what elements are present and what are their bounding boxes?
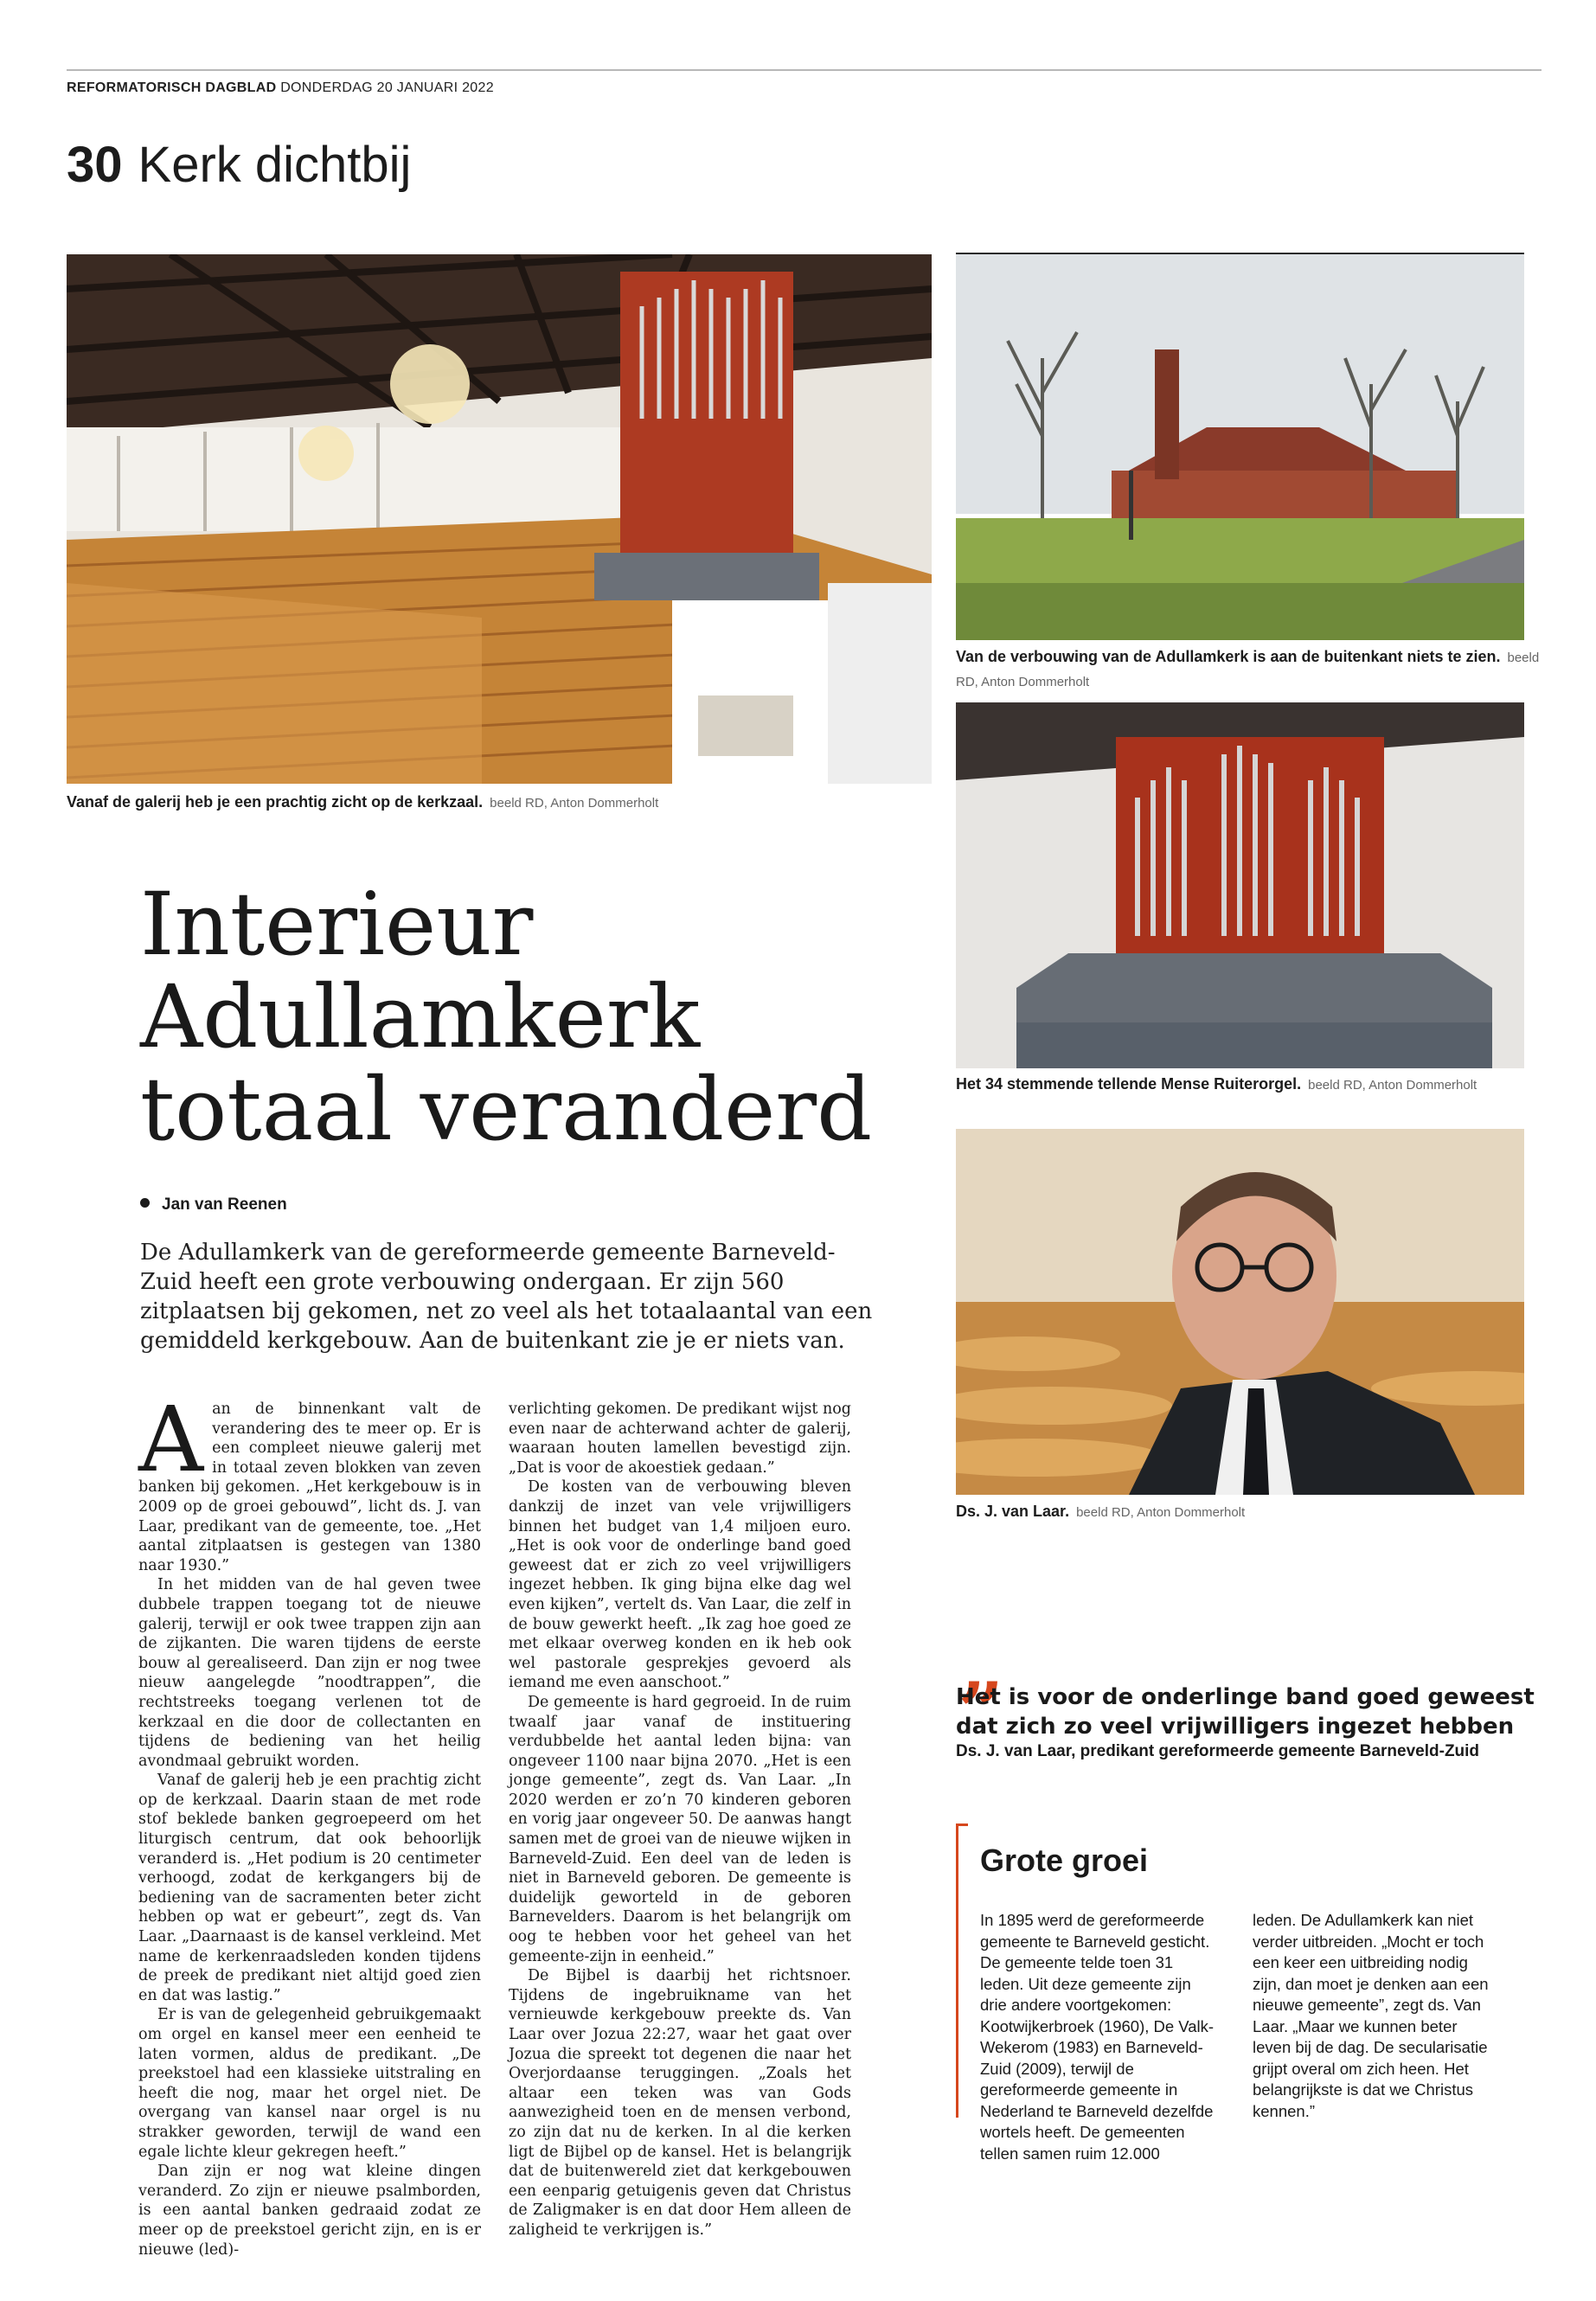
interior-photo xyxy=(67,254,932,784)
paragraph: De gemeente is hard gegroeid. In de ruim twaalf jaar vanaf de instituering verdubbelde het aantal leden bijna: van ongeveer 1100 naar bijna 2070. „Het is een jonge gemeente”, zegt ds. Van Laar. „In 2020 werden er zo’n 70 kinderen geboren en vorig jaar ongeveer 50. De aanwas hangt samen met de groei van de nieuwe wijken in Barneveld-Zuid. Een deel van de leden is niet in Barneveld geboren. De gemeente is duidelijk geworteld in de geboren Barnevelders. Daarom is het belangrijk om oog te hebben voor het geheel van het gemeente-zijn in eenheid.” xyxy=(509,1693,851,1965)
masthead-paper: REFORMATORISCH DAGBLAD xyxy=(67,80,277,95)
byline-author: Jan van Reenen xyxy=(162,1195,287,1214)
pull-quote: Het is voor de onderlinge band goed geweest dat zich zo veel vrijwilligers ingezet hebben xyxy=(956,1684,1535,1740)
exterior-photo xyxy=(956,254,1524,640)
paragraph: In het midden van de hal geven twee dubbele trappen toegang tot de nieuwe galerij, terwijl er ook twee trappen zijn aan de zijkanten. Die waren tijdens de eerste bouw al gerealiseerd. Dan zijn er nog twee nieuw aangelegde ”noodtrappen”, die rechtstreeks toegang verlenen tot de kerkzaal en die door de collectanten en tijdens de bediening van het heilig avondmaal gebruikt worden. xyxy=(138,1576,481,1770)
section-header xyxy=(67,137,412,193)
quote-mark-icon: „ xyxy=(959,1619,1005,1713)
organ-credit: beeld RD, Anton Dommerholt xyxy=(1308,1078,1477,1093)
portrait-photo xyxy=(956,1129,1524,1495)
paragraph: verlichting gekomen. De predikant wijst nog even naar de achterwand achter de galerij, waaraan houten lamellen bevestigd zijn. „Dat is voor de akoestiek gedaan.” xyxy=(509,1400,851,1477)
paragraph: Dan zijn er nog wat kleine dingen veranderd. Zo zijn er nieuwe psalmborden, is een aantal banken gedraaid zodat ze meer op de preekstoel gericht zijn, en is er nieuwe (led)- xyxy=(138,2163,481,2259)
interior-caption xyxy=(67,791,932,815)
portrait-credit: beeld RD, Anton Dommerholt xyxy=(1076,1505,1246,1520)
headline-line: Adullamkerk xyxy=(140,966,701,1067)
paragraph: Er is van de gelegenheid gebruikgemaakt om orgel en kansel meer een eenheid te laten vormen, aldus de predikant. „De preekstoel had een klassieke uitstraling en heeft die nog, maar het orgel niet. De overgang van kansel naar orgel is nu strakker geworden, terwijl de wand een egale lichte kleur gekregen heeft.” xyxy=(138,2006,481,2161)
paragraph: Vanaf de galerij heb je een prachtig zicht op de kerkzaal. Daarin staan de met rode stof beklede banken gegroepeerd om het liturgisch centrum, dat ook behoorlijk veranderd is. „Het podium is 20 centimeter verhoogd, zodat de kerkgangers bij de bediening van de sacramenten beter zicht hebben op wat er gebeurt”, zegt ds. Van Laar. „Daarnaast is de kansel verkleind. Met name de kerkenraadsleden konden tijdens de preek de predikant niet altijd goed zien en dat was lastig.” xyxy=(138,1772,481,2004)
exterior-caption-text: Van de verbouwing van de Adullamkerk is aan de buitenkant niets te zien. xyxy=(956,648,1501,665)
interior-credit: beeld RD, Anton Dommerholt xyxy=(490,796,659,811)
article-column-1 xyxy=(138,1387,481,2259)
exterior-caption xyxy=(956,645,1544,694)
paragraph: an de binnenkant valt de verandering des te meer op. Er is een compleet nieuwe galerij met in totaal zeven blokken van zeven banken bij gekomen. „Het kerkgebouw is in 2009 op de groei gebouwd”, licht ds. J. van Laar, predikant van de gemeente, toe. „Het aantal zitplaatsen is gestegen van 1380 naar 1930.” xyxy=(138,1400,481,1574)
sidebar-accent-tick xyxy=(956,1823,968,1826)
byline xyxy=(140,1195,287,1215)
masthead-rule xyxy=(67,69,1542,71)
sidebar-column-2: leden. De Adullamkerk kan niet verder uitbreiden. „Mocht er toch een keer een uitbreiding nodig zijn, dan moet je denken aan een nieuwe gemeente”, zegt ds. Van Laar. „Maar we kunnen beter leven bij de dag. De secularisatie grijpt overal om zich heen. Het belangrijkste is dat we Christus kennen.” xyxy=(1253,1911,1489,2120)
paragraph: De Bijbel is daarbij het richtsnoer. Tijdens de ingebruikname van het vernieuwde kerkgebouw preekte ds. Van Laar over Jozua 22:27, waar het gaat over Jozua die spreekt tot degenen die naar het Overjordaanse teruggingen. „Zoals het altaar een teken was van Gods aanwezigheid toen en de mensen verbond, zo zijn dat nu de kerken. In al die kerken ligt de Bijbel op de kansel. Het is belangrijk dat de buitenwereld ziet dat kerkgebouwen een eenparig getuigenis geven dat Christus de Zaligmaker is en dat door Hem alleen de zaligheid te verkrijgen is.” xyxy=(509,1967,851,2239)
page-number: 30 xyxy=(67,137,123,193)
headline-line: totaal veranderd xyxy=(140,1059,873,1160)
headline-line: Interieur xyxy=(140,874,534,975)
organ-caption xyxy=(956,1073,1544,1097)
sidebar-accent-rule xyxy=(956,1823,958,2118)
sidebar-title: Grote groei xyxy=(980,1843,1149,1878)
pull-quote-attribution: Ds. J. van Laar, predikant gereformeerde gemeente Barneveld-Zuid xyxy=(956,1742,1480,1760)
masthead xyxy=(67,80,494,96)
interior-caption-text: Vanaf de galerij heb je een prachtig zicht op de kerkzaal. xyxy=(67,793,484,811)
organ-caption-text: Het 34 stemmende tellende Mense Ruiterorgel. xyxy=(956,1075,1302,1093)
paragraph: De kosten van de verbouwing bleven dankzij de inzet van vele vrijwilligers binnen het budget van 1,4 miljoen euro. „Het is ook voor de onderlinge band goed geweest dat er zich zo veel vrijwilligers ingezet hebben. Ik ging bijna elke dag wel even kijken”, vertelt ds. Van Laar, die zelf in de bouw gewerkt heeft. „Ik zag hoe goed ze met elkaar overweg konden en ik heb ook wel pastorale gesprekjes gevoerd als iemand me even aanschoot.” xyxy=(509,1478,851,1692)
exterior-credit: beeld RD, Anton Dommerholt xyxy=(956,651,1540,689)
article-intro: De Adullamkerk van de gereformeerde gemeente Barneveld-Zuid heeft een grote verbouwing ondergaan. Er zijn 560 zitplaatsen bij gekomen, net zo veel als het totaalaantal van een gemiddeld kerkgebouw. Aan de buitenkant zie je er niets van. xyxy=(140,1240,873,1354)
portrait-caption xyxy=(956,1500,1544,1524)
byline-bullet-icon xyxy=(140,1198,150,1208)
organ-photo xyxy=(956,702,1524,1068)
article-column-2 xyxy=(509,1400,851,2240)
masthead-date: DONDERDAG 20 JANUARI 2022 xyxy=(280,80,494,95)
portrait-caption-text: Ds. J. van Laar. xyxy=(956,1503,1070,1520)
article-headline xyxy=(140,874,919,1160)
sidebar-column-1: In 1895 werd de gereformeerde gemeente te Barneveld gesticht. De gemeente telde toen 31 leden. Uit deze gemeente zijn drie andere voortgekomen: Kootwijkerbroek (1960), De Valk-Wekerom (1983) en Barneveld-Zuid (2009), terwijl de gereformeerde gemeente in Nederland te Barneveld dezelfde wortels heeft. De gemeenten tellen samen ruim 12.000 xyxy=(980,1911,1215,2163)
dropcap: A xyxy=(138,1387,204,1492)
section-name: Kerk dichtbij xyxy=(138,137,412,193)
